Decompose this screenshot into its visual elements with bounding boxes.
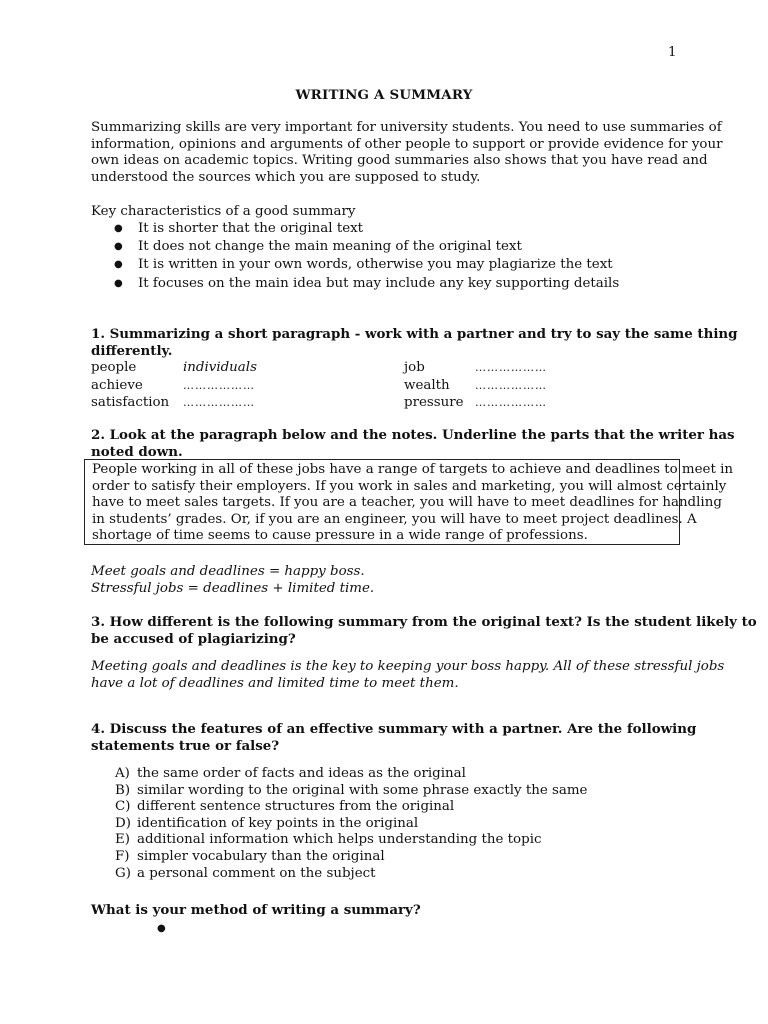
characteristics-heading: Key characteristics of a good summary — [91, 204, 356, 219]
option-text: the same order of facts and ideas as the original — [137, 766, 466, 781]
intro-line: information, opinions and arguments of other people to support or provide evidence for your — [91, 136, 723, 152]
vocab-row — [91, 395, 591, 413]
student-summary — [91, 659, 725, 692]
vocab-blank[interactable]: ……………… — [475, 396, 547, 409]
statements-list — [115, 766, 587, 882]
intro-line: Summarizing skills are very important for university students. You need to use summaries of — [91, 120, 722, 135]
intro-line: understood the sources which you are supposed to study. — [91, 169, 481, 185]
vocab-word: achieve — [91, 377, 143, 393]
list-item — [115, 816, 587, 833]
option-letter: F) — [115, 848, 130, 864]
source-line: in students’ grades. Or, if you are an engineer, you will have to meet project deadlines. A — [92, 511, 697, 527]
summary-line: have a lot of deadlines and limited time to meet them. — [91, 675, 459, 691]
vocab-blank[interactable]: ……………… — [475, 378, 547, 392]
vocab-word: satisfaction — [91, 395, 170, 410]
option-letter: G) — [115, 865, 131, 881]
vocab-word: job — [404, 360, 425, 375]
question-4-heading: 4. Discuss the features of an effective summary with a partner. Are the following statements true or false? — [91, 721, 697, 754]
vocab-answer: individuals — [183, 360, 257, 375]
source-line: order to satisfy their employers. If you work in sales and marketing, you will almost certainly — [92, 478, 727, 494]
list-item — [115, 832, 587, 849]
option-text: identification of key points in the original — [137, 815, 419, 831]
list-item — [115, 799, 587, 816]
bullet-icon: ● — [157, 923, 166, 934]
option-letter: D) — [115, 815, 131, 831]
vocab-word: wealth — [404, 377, 450, 393]
document-title: WRITING A SUMMARY — [295, 87, 473, 103]
question-3-heading: 3. How different is the following summary from the original text? Is the student likely to be accused of plagiarizing? — [91, 614, 757, 647]
method-question: What is your method of writing a summary? — [91, 902, 421, 918]
page-number: 1 — [668, 45, 677, 60]
option-letter: B) — [115, 782, 131, 798]
source-line: have to meet sales targets. If you are a teacher, you will have to meet deadlines for handling — [92, 495, 722, 511]
characteristics-list — [91, 221, 619, 294]
vocab-blank[interactable]: ……………… — [183, 378, 255, 392]
option-text: additional information which helps understanding the topic — [137, 832, 542, 848]
vocab-row — [91, 360, 591, 378]
option-letter: E) — [115, 832, 130, 848]
option-text: a personal comment on the subject — [137, 865, 376, 881]
source-paragraph-box — [84, 459, 734, 545]
list-item: ● It does not change the main meaning of the original text — [91, 239, 619, 257]
option-letter: A) — [115, 766, 130, 781]
vocab-row — [91, 378, 591, 396]
question-1-heading: 1. Summarizing a short paragraph - work with a partner and try to say the same thing differently. — [91, 326, 738, 359]
list-item: ● It is written in your own words, otherwise you may plagiarize the text — [91, 257, 619, 275]
vocab-word: pressure — [404, 395, 464, 410]
list-item — [115, 766, 587, 783]
vocab-blank[interactable]: ……………… — [183, 396, 255, 409]
intro-paragraph — [91, 120, 723, 186]
option-text: similar wording to the original with some phrase exactly the same — [137, 782, 588, 798]
option-letter: C) — [115, 799, 131, 815]
vocab-blank[interactable]: ……………… — [475, 361, 547, 374]
note-line: Meet goals and deadlines = happy boss. — [91, 564, 365, 579]
option-text: different sentence structures from the original — [137, 799, 455, 815]
note-line: Stressful jobs = deadlines + limited time. — [91, 580, 375, 596]
list-item — [115, 783, 587, 800]
question-2-heading: 2. Look at the paragraph below and the notes. Underline the parts that the writer has noted down. — [91, 427, 735, 460]
vocab-table — [91, 360, 591, 413]
source-line: People working in all of these jobs have a range of targets to achieve and deadlines to meet in — [92, 462, 734, 477]
list-item: ● It focuses on the main idea but may include any key supporting details — [91, 276, 619, 294]
source-line: shortage of time seems to cause pressure in a wide range of professions. — [92, 528, 588, 544]
notes — [91, 564, 681, 597]
summary-line: Meeting goals and deadlines is the key to keeping your boss happy. All of these stressful jobs — [91, 659, 725, 674]
list-item: ● It is shorter that the original text — [91, 221, 619, 239]
vocab-word: people — [91, 360, 137, 375]
intro-line: own ideas on academic topics. Writing good summaries also shows that you have read and — [91, 153, 708, 169]
option-text: simpler vocabulary than the original — [137, 848, 385, 864]
list-item — [115, 866, 587, 883]
list-item — [115, 849, 587, 866]
